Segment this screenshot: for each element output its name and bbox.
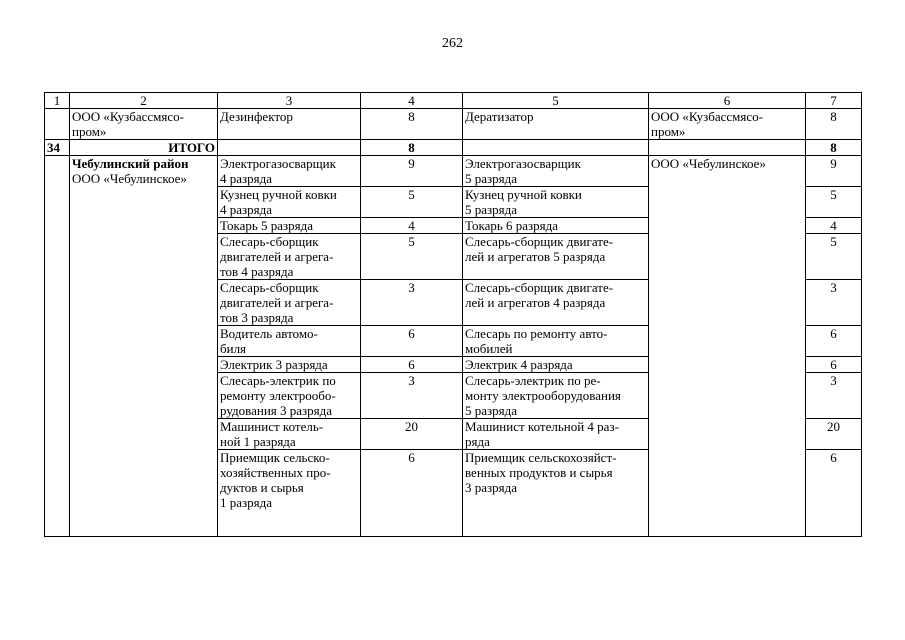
target-organization-cell: ООО «Чебулинское» — [649, 156, 806, 537]
profession-cell: Электрогазосварщик 4 разряда — [218, 156, 361, 187]
target-quantity-cell: 6 — [806, 450, 862, 537]
row-number-cell — [45, 156, 70, 537]
column-header: 6 — [649, 93, 806, 109]
target-profession-cell: Приемщик сельскохозяйст- венных продуктов и сырья 3 разряда — [463, 450, 649, 537]
distribution-table — [44, 92, 862, 537]
empty-cell — [218, 140, 361, 156]
target-quantity-cell: 8 — [806, 109, 862, 140]
target-quantity-cell: 6 — [806, 357, 862, 373]
column-header: 3 — [218, 93, 361, 109]
target-quantity-cell: 9 — [806, 156, 862, 187]
column-header: 7 — [806, 93, 862, 109]
quantity-cell: 9 — [361, 156, 463, 187]
row-number-cell — [45, 109, 70, 140]
target-profession-cell: Машинист котельной 4 раз- ряда — [463, 419, 649, 450]
profession-cell: Дезинфектор — [218, 109, 361, 140]
profession-cell: Машинист котель- ной 1 разряда — [218, 419, 361, 450]
target-quantity-cell: 3 — [806, 373, 862, 419]
target-profession-cell: Слесарь по ремонту авто- мобилей — [463, 326, 649, 357]
organization-cell: ООО «Кузбассмясо- пром» — [70, 109, 218, 140]
target-profession-cell: Кузнец ручной ковки 5 разряда — [463, 187, 649, 218]
quantity-cell: 3 — [361, 280, 463, 326]
total-row — [45, 140, 862, 156]
profession-cell: Приемщик сельско- хозяйственных про- дуктов и сырья 1 разряда — [218, 450, 361, 537]
quantity-cell: 5 — [361, 187, 463, 218]
target-quantity-cell: 4 — [806, 218, 862, 234]
quantity-cell: 6 — [361, 450, 463, 537]
column-header: 5 — [463, 93, 649, 109]
profession-cell: Слесарь-сборщик двигателей и агрега- тов 4 разряда — [218, 234, 361, 280]
profession-cell: Слесарь-сборщик двигателей и агрега- тов 3 разряда — [218, 280, 361, 326]
quantity-cell: 6 — [361, 326, 463, 357]
column-header: 2 — [70, 93, 218, 109]
target-quantity-cell: 5 — [806, 234, 862, 280]
district-cell — [70, 156, 218, 537]
total-label: ИТОГО — [70, 140, 218, 156]
quantity-cell: 20 — [361, 419, 463, 450]
quantity-cell: 5 — [361, 234, 463, 280]
target-profession-cell: Слесарь-сборщик двигате- лей и агрегатов 4 разряда — [463, 280, 649, 326]
target-quantity-cell: 6 — [806, 326, 862, 357]
target-quantity-cell: 20 — [806, 419, 862, 450]
table-row — [45, 109, 862, 140]
column-header: 4 — [361, 93, 463, 109]
district-organization: ООО «Чебулинское» — [72, 171, 187, 186]
empty-cell — [463, 140, 649, 156]
quantity-cell: 6 — [361, 357, 463, 373]
row-number-cell: 34 — [45, 140, 70, 156]
profession-cell: Токарь 5 разряда — [218, 218, 361, 234]
target-profession-cell: Электрик 4 разряда — [463, 357, 649, 373]
quantity-cell: 4 — [361, 218, 463, 234]
profession-cell: Кузнец ручной ковки 4 разряда — [218, 187, 361, 218]
profession-cell: Водитель автомо- биля — [218, 326, 361, 357]
total-target-quantity: 8 — [806, 140, 862, 156]
district-name: Чебулинский район — [72, 156, 189, 171]
target-profession-cell: Дератизатор — [463, 109, 649, 140]
target-profession-cell: Слесарь-электрик по ре- монту электрооборудования 5 разряда — [463, 373, 649, 419]
empty-cell — [649, 140, 806, 156]
target-profession-cell: Токарь 6 разряда — [463, 218, 649, 234]
target-quantity-cell: 5 — [806, 187, 862, 218]
quantity-cell: 8 — [361, 109, 463, 140]
column-header: 1 — [45, 93, 70, 109]
quantity-cell: 3 — [361, 373, 463, 419]
page-number: 262 — [442, 36, 463, 51]
column-number-row — [45, 93, 862, 109]
total-quantity: 8 — [361, 140, 463, 156]
target-profession-cell: Слесарь-сборщик двигате- лей и агрегатов 5 разряда — [463, 234, 649, 280]
target-profession-cell: Электрогазосварщик 5 разряда — [463, 156, 649, 187]
profession-cell: Электрик 3 разряда — [218, 357, 361, 373]
profession-cell: Слесарь-электрик по ремонту электрообо- рудования 3 разряда — [218, 373, 361, 419]
target-quantity-cell: 3 — [806, 280, 862, 326]
target-organization-cell: ООО «Кузбассмясо- пром» — [649, 109, 806, 140]
table-row — [45, 156, 862, 187]
